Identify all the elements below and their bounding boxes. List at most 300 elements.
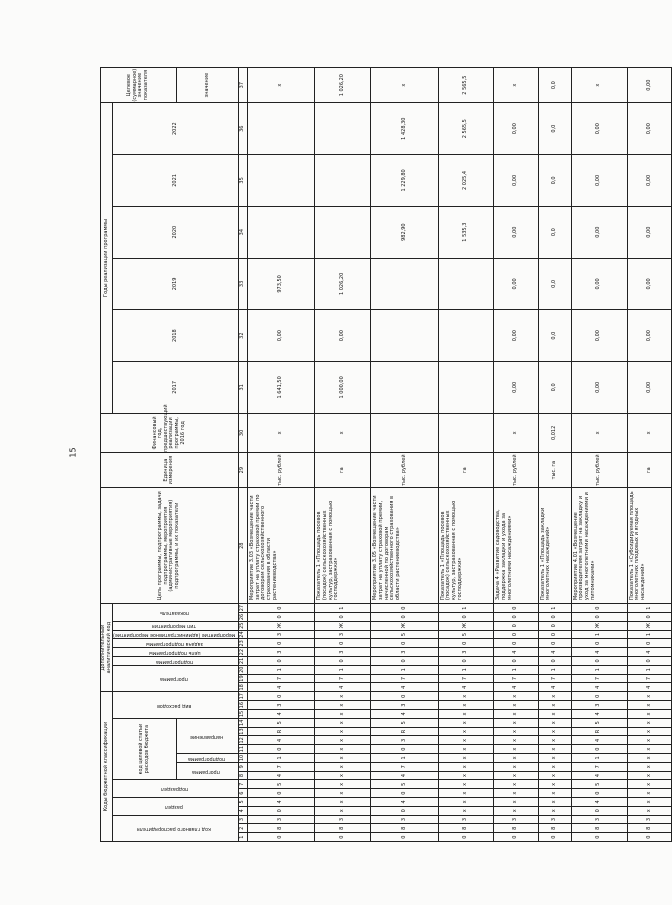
code-cell: 8	[247, 824, 314, 833]
code-cell: 0	[627, 833, 671, 842]
code-cell: 0	[247, 833, 314, 842]
code-cell: 1	[438, 665, 494, 674]
code-cell: x	[538, 692, 571, 701]
year-value-cell: 1 000,00	[315, 361, 371, 413]
code-cell: 0	[627, 657, 671, 666]
unit-cell: тыс. рублей	[571, 453, 627, 488]
unit-cell: га	[315, 453, 371, 488]
year-value-cell: 0,00	[571, 103, 627, 155]
code-cell: 4	[371, 771, 438, 780]
code-cell: x	[438, 692, 494, 701]
program-table	[100, 67, 672, 842]
code-cell: 0	[538, 657, 571, 666]
column-numbers-row	[238, 68, 247, 842]
code-cell: 1	[538, 665, 571, 674]
year-value-cell: 0,00	[494, 258, 538, 310]
base-year-cell: x	[494, 413, 538, 452]
year-value-cell	[315, 155, 371, 207]
year-2017: 2017	[113, 361, 239, 413]
measure-type-header: тип мероприятия	[113, 621, 239, 630]
code-cell: x	[627, 745, 671, 754]
code-cell: 4	[571, 736, 627, 745]
code-cell: x	[494, 710, 538, 719]
code-cell: x	[627, 798, 671, 807]
year-value-cell: 0,00	[627, 155, 671, 207]
vr-header: вид расходов	[113, 692, 239, 719]
column-number: 1	[238, 833, 247, 842]
row-name-cell: Мероприятие 3.03 «Возмещение части затрат на уплату страховой премии по договорам сельскохозяйственного страхования в области растениеводства»	[247, 488, 314, 604]
code-cell: 1	[494, 665, 538, 674]
year-value-cell: 0,00	[247, 310, 314, 362]
code-cell: x	[538, 727, 571, 736]
code-cell: 4	[571, 771, 627, 780]
code-cell: 1	[247, 754, 314, 763]
year-value-cell: 0,00	[571, 361, 627, 413]
code-cell: 0	[315, 657, 371, 666]
year-value-cell	[371, 258, 438, 310]
code-cell: 1	[627, 630, 671, 639]
code-cell: 4	[371, 710, 438, 719]
year-value-cell: 0,00	[627, 103, 671, 155]
year-value-cell: 973,50	[247, 258, 314, 310]
year-value-cell: 0,00	[494, 103, 538, 155]
indicator-header: показатель	[113, 604, 239, 622]
code-cell: x	[494, 692, 538, 701]
target-header: Целевое (суммарное) значение показателя	[101, 68, 177, 103]
year-value-cell: 0,0	[538, 155, 571, 207]
code-cell: x	[315, 692, 371, 701]
subprogram-code-header: подпрограмма	[176, 754, 238, 763]
code-cell: 3	[315, 630, 371, 639]
code-cell: x	[315, 806, 371, 815]
target-value-cell: 0,00	[627, 68, 671, 103]
year-value-cell	[438, 361, 494, 413]
column-number: 28	[238, 488, 247, 604]
year-value-cell	[315, 103, 371, 155]
table-body	[247, 68, 671, 842]
base-year-cell	[371, 413, 438, 452]
code-cell: 1	[571, 630, 627, 639]
code-cell: 0	[247, 789, 314, 798]
column-number: 10	[238, 754, 247, 763]
column-number: 23	[238, 639, 247, 648]
code-cell: 1	[315, 665, 371, 674]
code-cell: 0	[571, 613, 627, 622]
code-cell: 0	[571, 604, 627, 613]
code-cell: 5	[247, 718, 314, 727]
code-cell: 4	[538, 648, 571, 657]
base-year-cell: 0,012	[538, 413, 571, 452]
year-value-cell: 0,00	[494, 155, 538, 207]
column-number: 27	[238, 604, 247, 613]
code-cell: x	[494, 754, 538, 763]
code-cell: 8	[571, 824, 627, 833]
code-cell: x	[315, 701, 371, 710]
year-value-cell: 0,00	[315, 310, 371, 362]
code-cell: 4	[627, 683, 671, 692]
code-cell: 7	[627, 674, 671, 683]
code-cell: x	[438, 718, 494, 727]
column-number: 11	[238, 745, 247, 754]
code-cell: 5	[438, 630, 494, 639]
code-cell: x	[538, 718, 571, 727]
code-cell: 3	[438, 815, 494, 824]
code-cell: x	[538, 754, 571, 763]
code-cell: 7	[315, 674, 371, 683]
unit-cell: тыс. га	[538, 453, 571, 488]
table-row	[538, 68, 571, 842]
code-cell: 0	[571, 745, 627, 754]
code-cell: 0	[247, 639, 314, 648]
page-number: 15	[68, 447, 78, 458]
year-value-cell	[247, 103, 314, 155]
year-value-cell: 1 428,30	[371, 103, 438, 155]
code-cell: 0	[371, 833, 438, 842]
code-cell: x	[315, 718, 371, 727]
base-year-cell: x	[315, 413, 371, 452]
table-row	[371, 68, 438, 842]
target-value-cell: 2 565,5	[438, 68, 494, 103]
code-cell: x	[315, 780, 371, 789]
code-cell: 4	[627, 648, 671, 657]
table-row	[247, 68, 314, 842]
target-value-cell: x	[571, 68, 627, 103]
code-cell: Ж	[627, 621, 671, 630]
code-cell: 5	[371, 718, 438, 727]
admin-code-header: код главного распорядителя	[113, 815, 239, 841]
code-cell: x	[538, 789, 571, 798]
year-value-cell	[438, 258, 494, 310]
code-cell: 3	[371, 815, 438, 824]
fin-year-header: Финансовый год, предшествующий реализации программы, 2016 год	[101, 413, 239, 452]
code-cell: 0	[438, 613, 494, 622]
code-cell: x	[627, 754, 671, 763]
code-cell: 3	[247, 630, 314, 639]
column-number: 15	[238, 710, 247, 719]
program-table-frame	[100, 67, 652, 842]
column-number: 22	[238, 648, 247, 657]
code-cell: 0	[627, 613, 671, 622]
section-header: раздел	[113, 798, 239, 816]
code-cell: x	[538, 771, 571, 780]
table-row	[627, 68, 671, 842]
code-cell: Ж	[571, 621, 627, 630]
code-cell: x	[494, 806, 538, 815]
code-cell: x	[627, 736, 671, 745]
code-cell: 5	[371, 780, 438, 789]
column-number: 4	[238, 806, 247, 815]
code-cell: 7	[494, 674, 538, 683]
year-value-cell: 0,0	[538, 361, 571, 413]
year-value-cell: 0,00	[571, 258, 627, 310]
code-cell: Ж	[315, 621, 371, 630]
column-number: 25	[238, 621, 247, 630]
code-cell: 3	[371, 736, 438, 745]
budget-codes-header: Коды бюджетной классификации	[101, 692, 113, 842]
code-cell: 0	[538, 613, 571, 622]
code-cell: 0	[494, 639, 538, 648]
row-name-cell: Мероприятие 3.05 «Возмещение части затрат на уплату страховой премии, начисленной по договорам сельскохозяйственного страхования в области растениеводства»	[371, 488, 438, 604]
base-year-cell: x	[247, 413, 314, 452]
code-cell: 8	[315, 824, 371, 833]
code-cell: 8	[627, 824, 671, 833]
code-cell: 0	[571, 657, 627, 666]
code-cell: R	[571, 727, 627, 736]
code-cell: 3	[315, 815, 371, 824]
code-cell: x	[538, 710, 571, 719]
code-cell: 0	[371, 604, 438, 613]
code-cell: 0	[247, 745, 314, 754]
code-cell: Ж	[247, 621, 314, 630]
column-number: 14	[238, 718, 247, 727]
code-cell: x	[315, 762, 371, 771]
code-cell: x	[315, 798, 371, 807]
code-cell: x	[627, 718, 671, 727]
code-cell: 3	[247, 701, 314, 710]
code-cell: R	[247, 727, 314, 736]
code-cell: 7	[538, 674, 571, 683]
code-cell: 0	[371, 613, 438, 622]
code-cell: 4	[247, 736, 314, 745]
code-cell: x	[627, 771, 671, 780]
code-cell: 1	[371, 754, 438, 763]
year-value-cell	[371, 361, 438, 413]
code-cell: x	[538, 798, 571, 807]
column-number: 7	[238, 780, 247, 789]
subsection-header: подраздел	[113, 780, 239, 798]
year-value-cell: 1 535,3	[438, 206, 494, 258]
year-value-cell	[247, 206, 314, 258]
code-cell: 0	[571, 639, 627, 648]
column-number: 12	[238, 736, 247, 745]
column-number: 19	[238, 674, 247, 683]
year-2020: 2020	[113, 206, 239, 258]
code-cell: 0	[315, 639, 371, 648]
code-cell: x	[315, 789, 371, 798]
target-value-cell: 0,0	[538, 68, 571, 103]
year-value-cell	[438, 310, 494, 362]
code-cell: x	[627, 727, 671, 736]
code-cell: 3	[538, 815, 571, 824]
year-value-cell	[315, 206, 371, 258]
code-cell: 0	[371, 639, 438, 648]
code-cell: 0	[438, 639, 494, 648]
base-year-cell	[438, 413, 494, 452]
year-value-cell: 0,00	[494, 361, 538, 413]
code-cell: 0	[494, 657, 538, 666]
code-cell: 7	[571, 762, 627, 771]
table-row	[571, 68, 627, 842]
code-cell: 4	[571, 798, 627, 807]
code-cell: 0	[494, 630, 538, 639]
column-number: 35	[238, 155, 247, 207]
code-cell: x	[538, 806, 571, 815]
year-value-cell: 1 229,80	[371, 155, 438, 207]
year-value-cell: 0,00	[571, 206, 627, 258]
subprogram-a-header: подпрограмма	[113, 657, 239, 666]
code-cell: 1	[627, 604, 671, 613]
unit-cell: тыс. рублей	[371, 453, 438, 488]
code-cell: 0	[571, 789, 627, 798]
column-number: 16	[238, 701, 247, 710]
analytic-code-header: Дополнительный аналитический код	[101, 604, 113, 692]
program-name-header: Цель программы, подпрограммы, задачи подпрограммы, мероприятия (административные мероприятия) подпрограммы, и их показатели	[101, 488, 239, 604]
code-cell: x	[494, 798, 538, 807]
code-cell: 0	[247, 657, 314, 666]
code-cell: 4	[315, 683, 371, 692]
code-cell: 8	[438, 824, 494, 833]
code-cell: 3	[247, 648, 314, 657]
code-cell: 4	[571, 648, 627, 657]
target-value-cell: x	[494, 68, 538, 103]
code-cell: 0	[571, 806, 627, 815]
year-value-cell: 982,90	[371, 206, 438, 258]
target-value-cell: x	[247, 68, 314, 103]
code-cell: 3	[247, 815, 314, 824]
year-value-cell: 0,00	[494, 310, 538, 362]
code-cell: 8	[494, 824, 538, 833]
column-number: 34	[238, 206, 247, 258]
code-cell: 3	[627, 815, 671, 824]
code-cell: x	[494, 727, 538, 736]
year-value-cell: 1 641,50	[247, 361, 314, 413]
code-cell: x	[538, 780, 571, 789]
code-cell: 0	[627, 639, 671, 648]
code-cell: x	[438, 806, 494, 815]
code-cell: 0	[538, 833, 571, 842]
code-cell: x	[627, 762, 671, 771]
code-cell: 1	[315, 604, 371, 613]
code-cell: x	[494, 736, 538, 745]
code-cell: 4	[438, 683, 494, 692]
code-cell: 4	[247, 683, 314, 692]
code-cell: x	[438, 710, 494, 719]
code-cell: x	[438, 754, 494, 763]
task-a-header: задача подпрограммы	[113, 639, 239, 648]
column-number: 5	[238, 798, 247, 807]
code-cell: 0	[538, 630, 571, 639]
code-cell: 3	[438, 648, 494, 657]
column-number: 33	[238, 258, 247, 310]
base-year-cell: x	[627, 413, 671, 452]
code-cell: x	[438, 701, 494, 710]
column-number: 36	[238, 103, 247, 155]
code-cell: 3	[571, 701, 627, 710]
column-number: 9	[238, 762, 247, 771]
code-cell: x	[627, 780, 671, 789]
base-year-cell: x	[571, 413, 627, 452]
year-value-cell: 0,00	[571, 155, 627, 207]
row-name-cell: Показатель 1 «Площадь закладки многолетних насаждений»	[538, 488, 571, 604]
unit-header: Единица измерения	[101, 453, 239, 488]
code-cell: 7	[571, 674, 627, 683]
column-number: 20	[238, 665, 247, 674]
unit-cell: га	[438, 453, 494, 488]
goal-a-header: цель подпрограммы	[113, 648, 239, 657]
column-number: 24	[238, 630, 247, 639]
code-cell: 0	[371, 657, 438, 666]
code-cell: 1	[438, 604, 494, 613]
year-value-cell	[371, 310, 438, 362]
year-value-cell: 0,00	[627, 361, 671, 413]
code-cell: 4	[247, 710, 314, 719]
code-cell: 1	[571, 665, 627, 674]
table-row	[438, 68, 494, 842]
code-cell: x	[315, 754, 371, 763]
code-cell: 3	[315, 648, 371, 657]
program-a-header: программа	[113, 665, 239, 691]
code-cell: 4	[371, 683, 438, 692]
target-article-header: код целевой статьи расходов бюджета	[113, 718, 177, 780]
code-cell: 5	[571, 780, 627, 789]
code-cell: x	[438, 798, 494, 807]
row-name-cell: Показатель 1 «Площадь посевов (посадок) сельскохозяйственных культур, застрахованная с помощью господдержки»	[438, 488, 494, 604]
code-cell: 0	[371, 789, 438, 798]
year-value-cell: 0,00	[627, 206, 671, 258]
code-cell: 4	[371, 798, 438, 807]
direction-code-header: направление	[176, 718, 238, 753]
code-cell: x	[494, 762, 538, 771]
year-value-cell: 0,00	[627, 258, 671, 310]
target-value-header: значение	[176, 68, 238, 103]
unit-cell: тыс. рублей	[247, 453, 314, 488]
target-value-cell: x	[371, 68, 438, 103]
code-cell: x	[494, 780, 538, 789]
table-row	[315, 68, 371, 842]
code-cell: 0	[371, 692, 438, 701]
code-cell: 0	[315, 833, 371, 842]
code-cell: 7	[371, 674, 438, 683]
code-cell: x	[538, 736, 571, 745]
code-cell: 8	[371, 824, 438, 833]
code-cell: 1	[538, 604, 571, 613]
code-cell: 0	[494, 613, 538, 622]
column-number: 26	[238, 613, 247, 622]
column-number: 29	[238, 453, 247, 488]
code-cell: x	[315, 745, 371, 754]
year-value-cell	[247, 155, 314, 207]
code-cell: x	[438, 762, 494, 771]
code-cell: 7	[247, 674, 314, 683]
column-number: 17	[238, 692, 247, 701]
code-cell: x	[494, 745, 538, 754]
year-value-cell: 2 025,4	[438, 155, 494, 207]
code-cell: x	[438, 789, 494, 798]
year-2022: 2022	[113, 103, 239, 155]
code-cell: x	[315, 710, 371, 719]
year-2019: 2019	[113, 258, 239, 310]
column-number: 32	[238, 310, 247, 362]
code-cell: 4	[571, 683, 627, 692]
code-cell: x	[627, 710, 671, 719]
year-2021: 2021	[113, 155, 239, 207]
code-cell: 0	[247, 613, 314, 622]
column-number: 3	[238, 815, 247, 824]
code-cell: 1	[371, 665, 438, 674]
code-cell: 3	[571, 815, 627, 824]
code-cell: 0	[571, 692, 627, 701]
code-cell: x	[438, 736, 494, 745]
year-value-cell: 0,00	[627, 310, 671, 362]
code-cell: 5	[371, 630, 438, 639]
target-value-cell: 1 026,20	[315, 68, 371, 103]
code-cell: 0	[571, 833, 627, 842]
code-cell: 1	[571, 754, 627, 763]
code-cell: x	[315, 736, 371, 745]
code-cell: x	[538, 701, 571, 710]
column-number: 30	[238, 413, 247, 452]
code-cell: x	[494, 771, 538, 780]
